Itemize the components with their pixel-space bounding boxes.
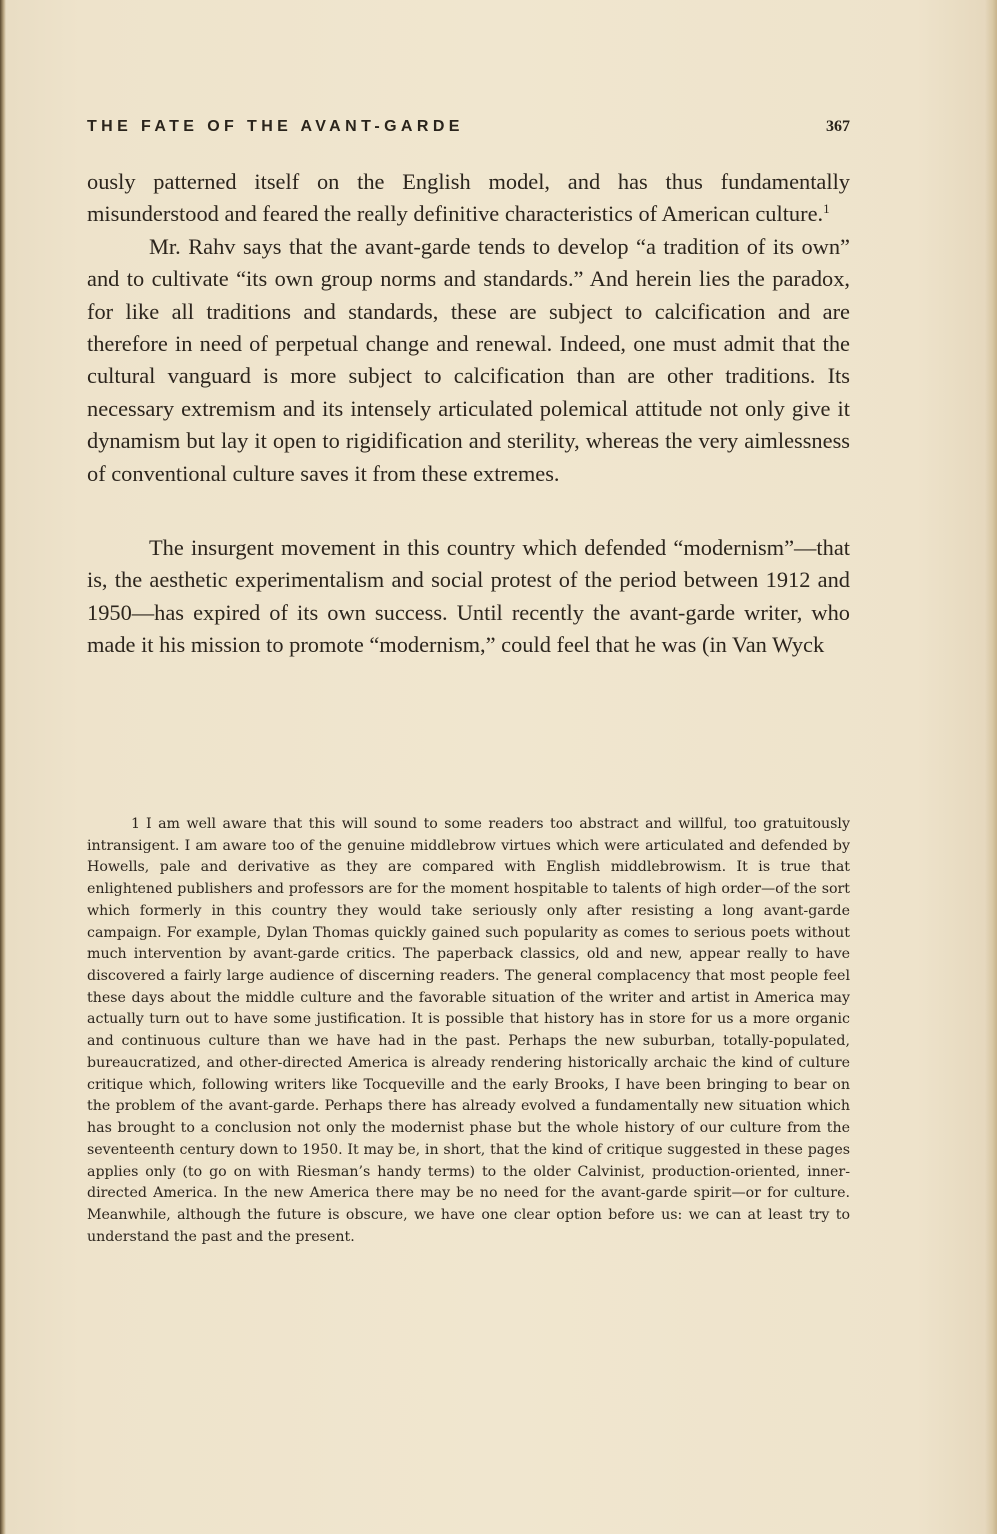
running-head-title: THE FATE OF THE AVANT-GARDE	[87, 118, 464, 135]
footnote	[87, 814, 850, 1248]
footnote-number: 1	[131, 816, 141, 832]
footnote-paragraph	[87, 814, 850, 1248]
paragraph-1	[87, 166, 850, 231]
footnote-reference: 1	[823, 201, 830, 217]
page-number: 367	[826, 118, 850, 135]
page-right-edge	[985, 0, 997, 1534]
section-break	[87, 490, 850, 532]
paragraph-2: Mr. Rahv says that the avant-garde tends to develop “a tradition of its own” and to cultivate “its own group norms and standards.” And herein lies the paradox, for like all traditions and standards, these are subject to calcification and are therefore in need of perpetual change and renewal. Indeed, one must admit that the cultural vanguard is more subject to calcification than are other traditions. Its necessary extremism and its intensely articulated polemical attitude not only give it dynamism but lay it open to rigidification and sterility, whereas the very aimlessness of conventional culture saves it from these extremes.	[87, 233, 850, 486]
running-head	[87, 118, 850, 142]
main-text	[87, 166, 850, 662]
paragraph-1-text: ously patterned itself on the English model, and has thus fundamentally misunderstood and feared the really definitive characteristics of American culture.	[87, 169, 850, 227]
footnote-text: I am well aware that this will sound to some readers too abstract and willful, too gratuitously intransigent. I am aware too of the genuine middlebrow virtues which were articulated and defended by Howells, pale and derivative as they are compared with English middlebrowism. It is true that enlightened publishers and professors are for the moment hospitable to talents of high order—of the sort which formerly in this country they would take seriously only after resisting a long avant-garde campaign. For example, Dylan Thomas quickly gained such popularity as comes to serious poets without much intervention by avant-garde critics. The paperback classics, old and new, appear really to have discovered a fairly large audience of discerning readers. The general complacency that most people feel these days about the middle culture and the favorable situation of the writer and artist in America may actually turn out to have some justification. It is possible that history has in store for us a more organic and continuous culture than we have had in the past. Perhaps the new suburban, totally-populated, bureaucratized, and other-directed America is already rendering historically archaic the kind of culture critique which, following writers like Tocqueville and the early Brooks, I have been bringing to bear on the problem of the avant-garde. Perhaps there has already evolved a fundamentally new situation which has brought to a conclusion not only the modernist phase but the whole history of our culture from the seventeenth century down to 1950. It may be, in short, that the kind of critique suggested in these pages applies only (to go on with Riesman’s handy terms) to the older Calvinist, production-oriented, inner-directed America. In the new America there may be no need for the avant-garde spirit—or for culture. Meanwhile, although the future is obscure, we have one clear option before us: we can at least try to understand the past and the present.	[87, 816, 850, 1245]
page-binding-edge	[0, 0, 6, 1534]
paragraph-3: The insurgent movement in this country which defended “modernism”—that is, the aesthetic experimentalism and social protest of the period between 1912 and 1950—has expired of its own success. Until recently the avant-garde writer, who made it his mission to promote “modernism,” could feel that he was (in Van Wyck	[87, 535, 850, 658]
